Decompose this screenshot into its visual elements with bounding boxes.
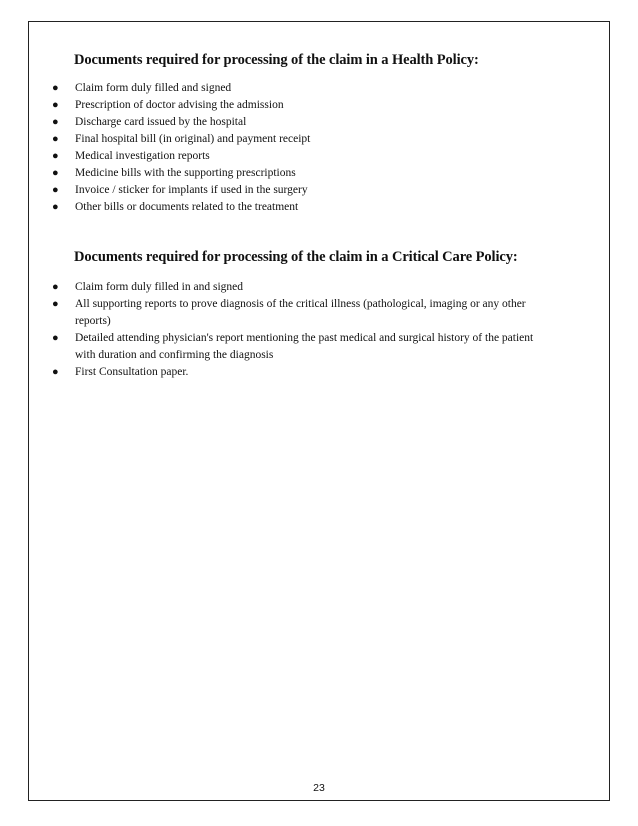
list-item: ● Other bills or documents related to the treatment bbox=[48, 199, 548, 216]
critical-care-list bbox=[48, 279, 548, 381]
bullet-icon: ● bbox=[52, 167, 59, 179]
bullet-icon: ● bbox=[52, 298, 59, 310]
bullet-icon: ● bbox=[52, 133, 59, 145]
list-item: ● Claim form duly filled in and signed bbox=[48, 279, 548, 296]
list-item: ● Prescription of doctor advising the admission bbox=[48, 97, 548, 114]
list-item: ● Claim form duly filled and signed bbox=[48, 80, 548, 97]
list-item: ● Invoice / sticker for implants if used in the surgery bbox=[48, 182, 548, 199]
page-number: 23 bbox=[313, 782, 325, 794]
bullet-icon: ● bbox=[52, 366, 59, 378]
health-policy-heading: Documents required for processing of the claim in a Health Policy: bbox=[74, 52, 479, 68]
list-item: ● Discharge card issued by the hospital bbox=[48, 114, 548, 131]
bullet-icon: ● bbox=[52, 184, 59, 196]
list-item: ● Detailed attending physician's report mentioning the past medical and surgical history of the patient with duration and confirming the diagnosis bbox=[52, 332, 534, 361]
bullet-icon: ● bbox=[52, 82, 59, 94]
bullet-icon: ● bbox=[52, 150, 59, 162]
bullet-icon: ● bbox=[52, 281, 59, 293]
health-policy-list bbox=[48, 80, 548, 216]
list-item: ● Final hospital bill (in original) and payment receipt bbox=[48, 131, 548, 148]
bullet-icon: ● bbox=[52, 332, 59, 344]
list-item: ● All supporting reports to prove diagnosis of the critical illness (pathological, imaging or any other reports) bbox=[52, 298, 526, 327]
bullet-icon: ● bbox=[52, 116, 59, 128]
list-item: ● First Consultation paper. bbox=[48, 364, 548, 381]
critical-care-heading: Documents required for processing of the claim in a Critical Care Policy: bbox=[74, 249, 518, 265]
bullet-icon: ● bbox=[52, 99, 59, 111]
list-item: ● Medicine bills with the supporting prescriptions bbox=[48, 165, 548, 182]
bullet-icon: ● bbox=[52, 201, 59, 213]
list-item: ● Medical investigation reports bbox=[48, 148, 548, 165]
